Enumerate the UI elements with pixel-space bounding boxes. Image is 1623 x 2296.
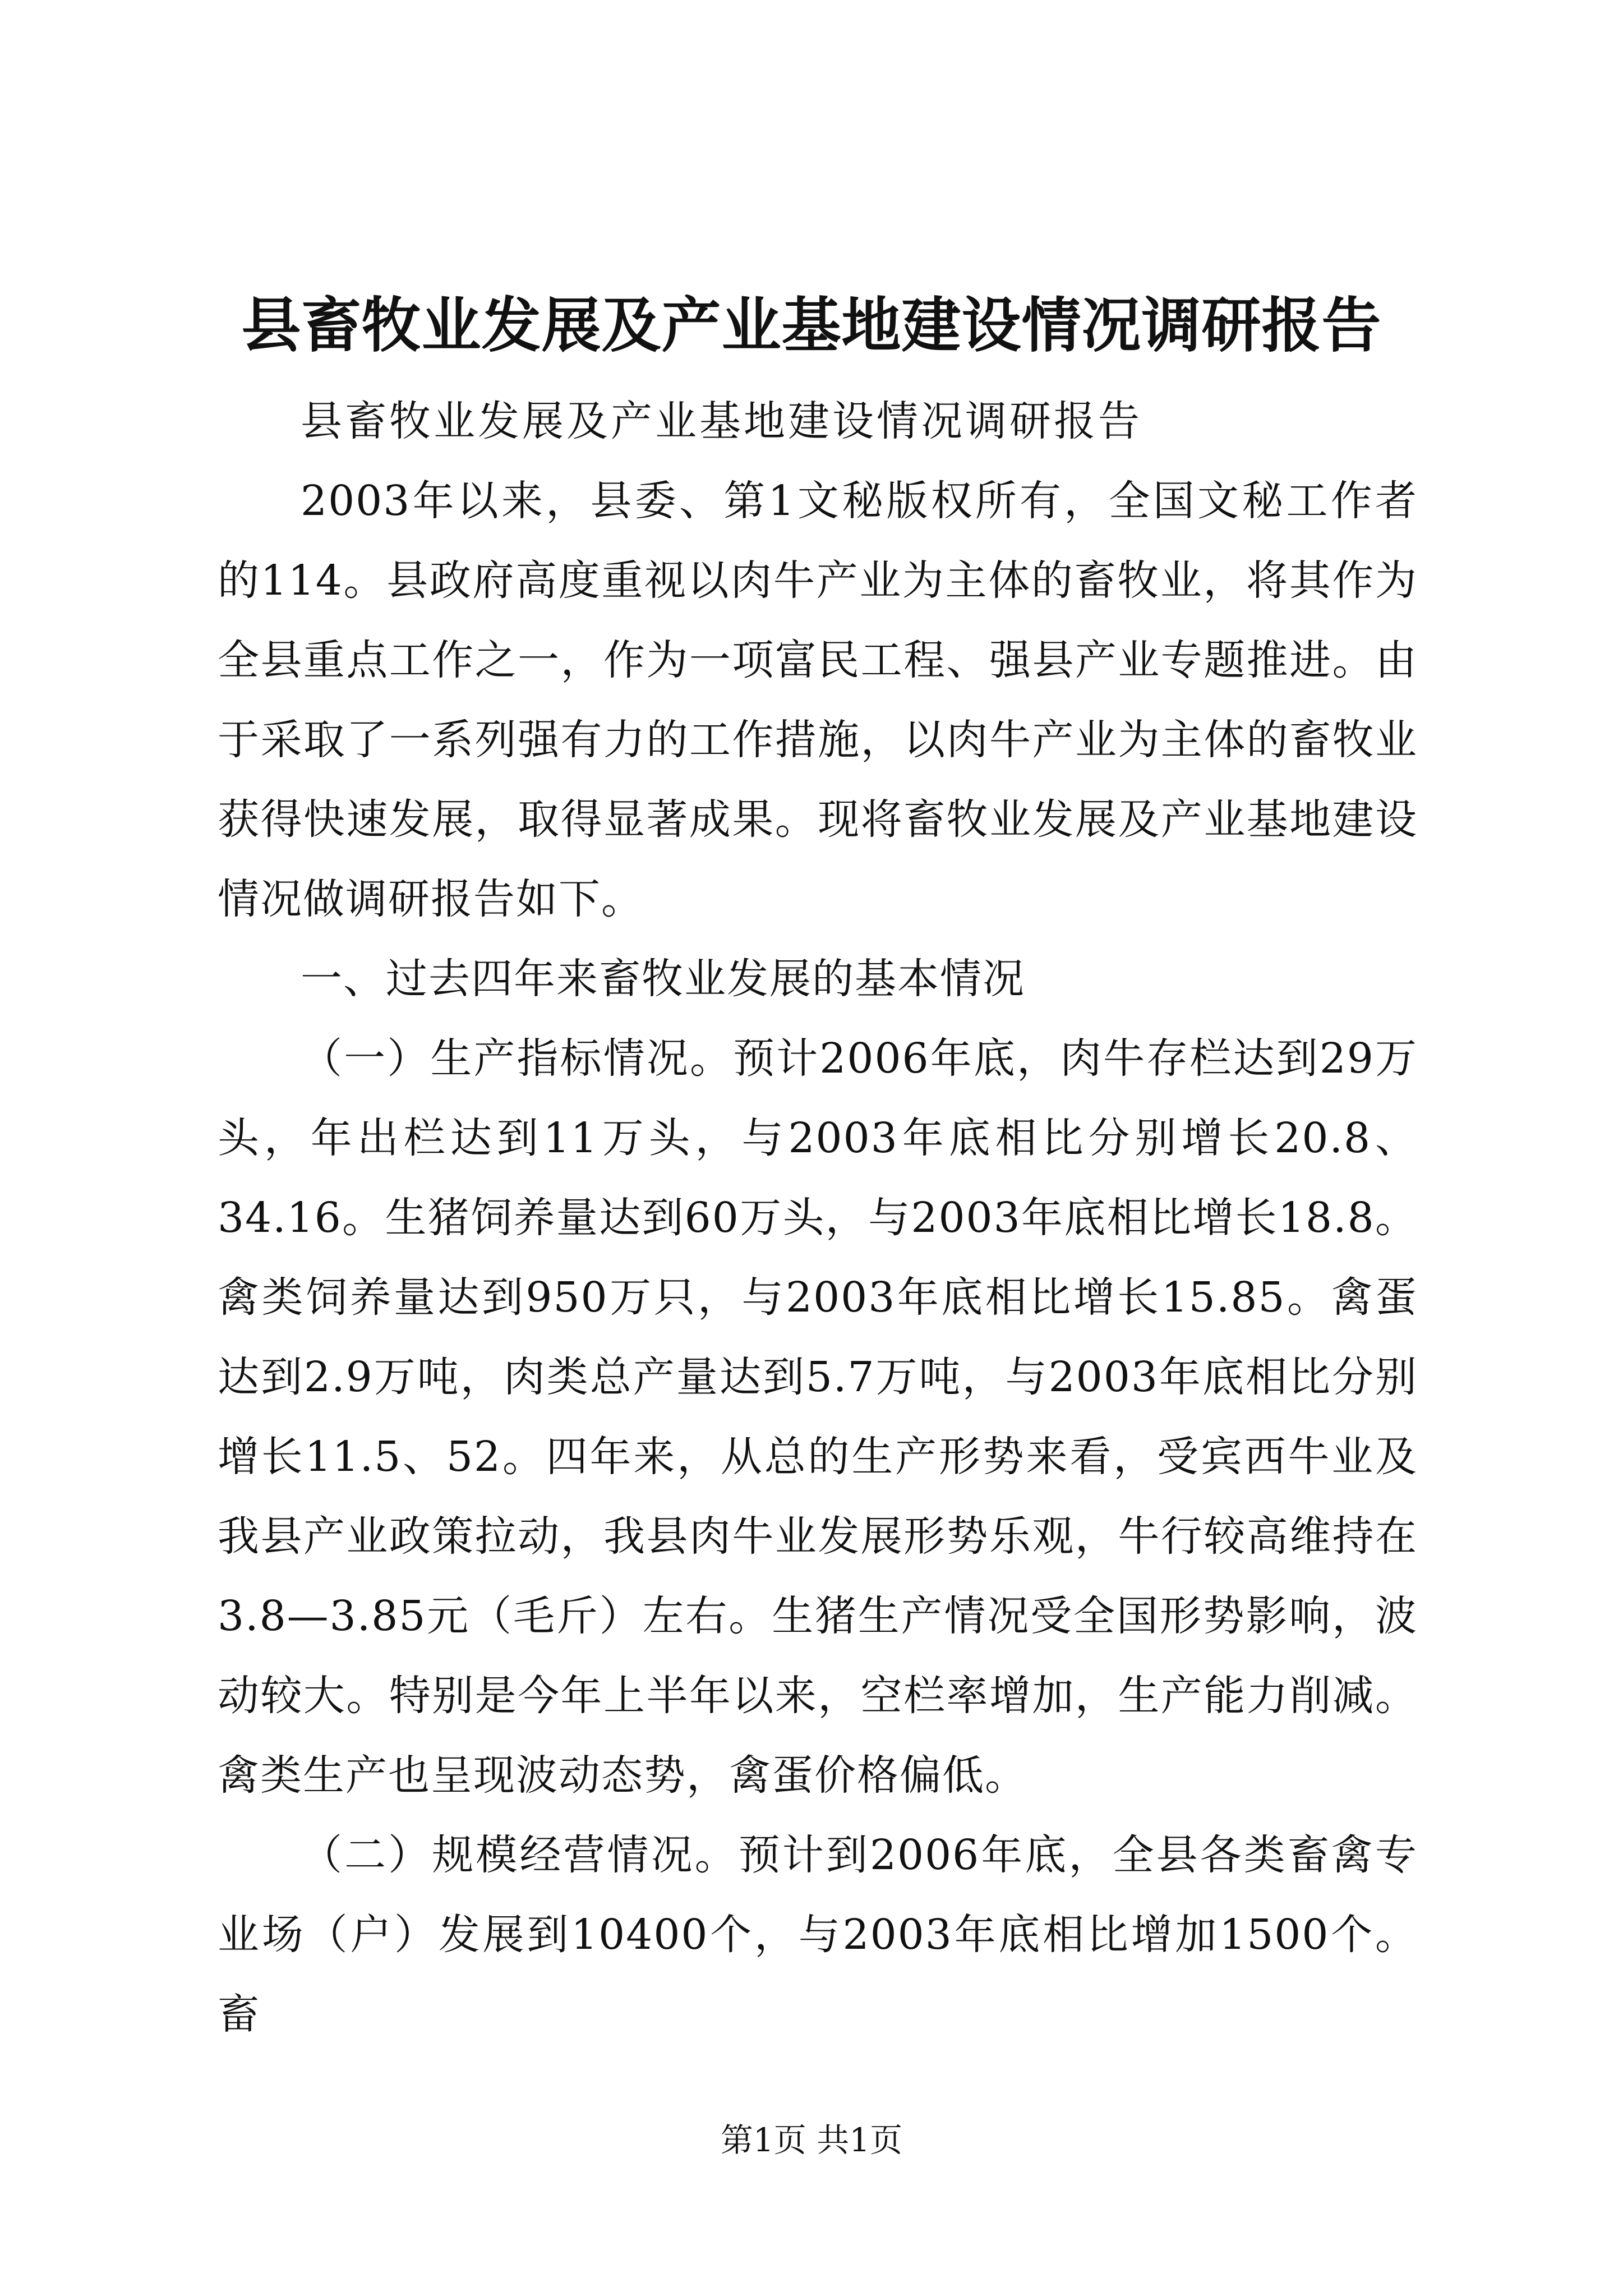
scale-operation-paragraph: （二）规模经营情况。预计到2006年底，全县各类畜禽专业场（户）发展到10400个，与2003年底相比增加1500个。畜 [218,1831,1418,2039]
intro-paragraph: 2003年以来，县委、第1文秘版权所有，全国文秘工作者的114。县政府高度重视以肉牛产业为主体的畜牧业，将其作为全县重点工作之一，作为一项富民工程、强县产业专题推进。由于采取了一系列强有力的工作措施，以肉牛产业为主体的畜牧业获得快速发展，取得显著成果。现将畜牧业发展及产业基地建设情况做调研报告如下。 [218,477,1418,923]
subtitle-paragraph: 县畜牧业发展及产业基地建设情况调研报告 [301,397,1142,445]
document-title: 县畜牧业发展及产业基地建设情况调研报告 [241,290,1382,360]
section-heading-1: 一、过去四年来畜牧业发展的基本情况 [301,955,1025,1003]
page-footer: 第1页 共1页 [720,2121,903,2159]
production-indicators-paragraph: （一）生产指标情况。预计2006年底，肉牛存栏达到29万头，年出栏达到11万头，与2003年底相比分别增长20.8、34.16。生猪饲养量达到60万头，与2003年底相比增长18.8。禽类饲养量达到950万只，与2003年底相比增长15.85。禽蛋达到2.9万吨，肉类总产量达到5.7万吨，与2003年底相比分别增长11.5、52。四年来，从总的生产形势来看，受宾西牛业及我县产业政策拉动，我县肉牛业发展形势乐观，牛行较高维持在3.8—3.85元（毛斤）左右。生猪生产情况受全国形势影响，波动较大。特别是今年上半年以来，空栏率增加，生产能力削减。禽类生产也呈现波动态势，禽蛋价格偏低。 [218,1034,1418,1800]
document-body [218,381,1418,2054]
